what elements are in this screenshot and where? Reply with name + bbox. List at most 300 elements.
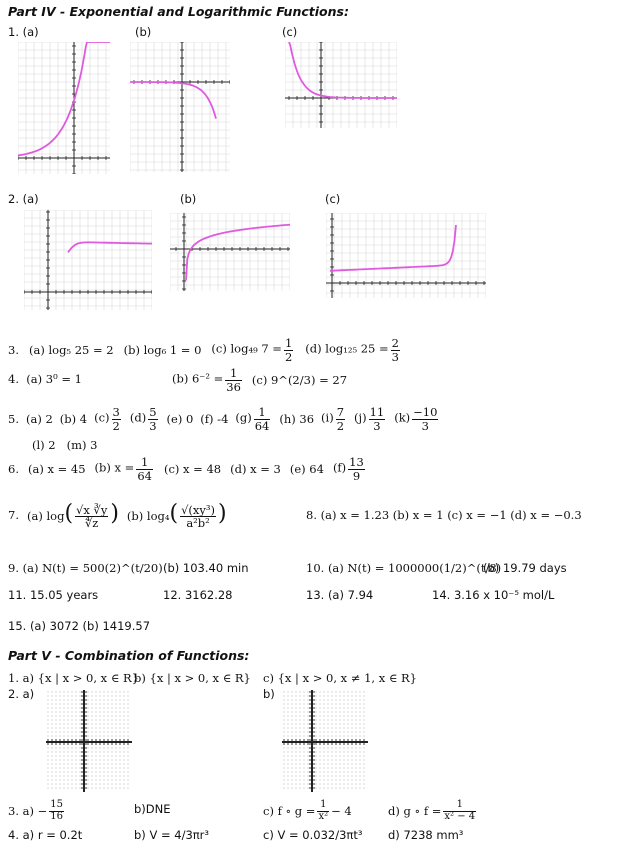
grid-dot bbox=[76, 768, 77, 769]
grid-dot bbox=[112, 720, 113, 721]
grid-dot bbox=[340, 708, 341, 709]
grid-dot bbox=[120, 708, 121, 709]
grid-dot bbox=[324, 768, 325, 769]
grid-dot bbox=[296, 692, 297, 693]
grid-dot bbox=[364, 760, 365, 761]
grid-dot bbox=[300, 716, 301, 717]
grid-dot bbox=[328, 700, 329, 701]
grid-dot bbox=[364, 700, 365, 701]
grid-dot bbox=[68, 736, 69, 737]
grid-dot bbox=[328, 752, 329, 753]
grid-dot bbox=[56, 752, 57, 753]
grid-dot bbox=[76, 724, 77, 725]
grid-dot bbox=[328, 764, 329, 765]
grid-dot bbox=[300, 692, 301, 693]
grid-dot bbox=[112, 736, 113, 737]
grid-dot bbox=[64, 752, 65, 753]
grid-dot bbox=[56, 768, 57, 769]
grid-dot bbox=[340, 704, 341, 705]
grid-dot bbox=[48, 788, 49, 789]
grid-dot bbox=[68, 756, 69, 757]
grid-dot bbox=[52, 692, 53, 693]
grid-dot bbox=[68, 764, 69, 765]
grid-dot bbox=[80, 756, 81, 757]
grid-dot bbox=[100, 788, 101, 789]
grid-dot bbox=[124, 700, 125, 701]
grid-dot bbox=[120, 784, 121, 785]
grid-dot bbox=[48, 720, 49, 721]
grid-dot bbox=[348, 700, 349, 701]
grid-dot bbox=[304, 756, 305, 757]
grid-dot bbox=[292, 764, 293, 765]
grid-dot bbox=[80, 720, 81, 721]
p5-1b: b) {x | x > 0, x ∈ R} bbox=[134, 671, 251, 685]
grid-dot bbox=[100, 772, 101, 773]
grid-dot bbox=[60, 788, 61, 789]
grid-dot bbox=[108, 768, 109, 769]
grid-dot bbox=[328, 760, 329, 761]
grid-dot bbox=[292, 760, 293, 761]
grid-dot bbox=[60, 780, 61, 781]
grid-dot bbox=[124, 768, 125, 769]
grid-dot bbox=[332, 760, 333, 761]
grid-dot bbox=[332, 772, 333, 773]
grid-dot bbox=[324, 764, 325, 765]
grid-dot bbox=[332, 768, 333, 769]
grid-dot bbox=[96, 692, 97, 693]
grid-dot bbox=[64, 728, 65, 729]
grid-dot bbox=[92, 756, 93, 757]
q3-b: (b) log₆ 1 = 0 bbox=[123, 343, 202, 357]
grid-dot bbox=[308, 724, 309, 725]
grid-dot bbox=[48, 708, 49, 709]
grid-dot bbox=[364, 756, 365, 757]
grid-dot bbox=[340, 700, 341, 701]
grid-dot bbox=[344, 772, 345, 773]
grid-dot bbox=[360, 784, 361, 785]
grid-dot bbox=[292, 716, 293, 717]
grid-dot bbox=[360, 712, 361, 713]
grid-dot bbox=[360, 716, 361, 717]
grid-dot bbox=[100, 768, 101, 769]
grid-dot bbox=[88, 696, 89, 697]
grid-dot bbox=[112, 732, 113, 733]
grid-dot bbox=[296, 772, 297, 773]
grid-dot bbox=[104, 760, 105, 761]
grid-dot bbox=[108, 752, 109, 753]
grid-dot bbox=[60, 764, 61, 765]
grid-dot bbox=[60, 732, 61, 733]
grid-dot bbox=[48, 780, 49, 781]
grid-dot bbox=[112, 700, 113, 701]
grid-dot bbox=[100, 704, 101, 705]
grid-dot bbox=[364, 768, 365, 769]
grid-dot bbox=[104, 724, 105, 725]
grid-dot bbox=[284, 696, 285, 697]
grid-dot bbox=[284, 708, 285, 709]
grid-dot bbox=[300, 788, 301, 789]
grid-dot bbox=[72, 736, 73, 737]
grid-dot bbox=[76, 716, 77, 717]
grid-dot bbox=[120, 712, 121, 713]
grid-dot bbox=[340, 776, 341, 777]
grid-dot bbox=[352, 708, 353, 709]
grid-dot bbox=[56, 748, 57, 749]
grid-dot bbox=[60, 704, 61, 705]
q2-c-label: (c) bbox=[325, 192, 341, 206]
p5-4d: d) 7238 mm³ bbox=[388, 828, 464, 842]
grid-dot bbox=[344, 788, 345, 789]
grid-dot bbox=[364, 732, 365, 733]
grid-dot bbox=[336, 772, 337, 773]
grid-dot bbox=[92, 720, 93, 721]
grid-dot bbox=[104, 784, 105, 785]
grid-dot bbox=[300, 728, 301, 729]
grid-dot bbox=[288, 700, 289, 701]
grid-dot bbox=[320, 760, 321, 761]
grid-dot bbox=[296, 736, 297, 737]
grid-dot bbox=[364, 780, 365, 781]
grid-dot bbox=[96, 728, 97, 729]
grid-dot bbox=[80, 700, 81, 701]
grid-dot bbox=[364, 764, 365, 765]
grid-dot bbox=[320, 788, 321, 789]
grid-dot bbox=[112, 748, 113, 749]
grid-dot bbox=[52, 784, 53, 785]
grid-dot bbox=[80, 732, 81, 733]
grid-dot bbox=[292, 772, 293, 773]
grid-dot bbox=[344, 696, 345, 697]
grid-dot bbox=[296, 788, 297, 789]
grid-dot bbox=[352, 696, 353, 697]
grid-dot bbox=[88, 768, 89, 769]
grid-dot bbox=[288, 732, 289, 733]
grid-dot bbox=[324, 772, 325, 773]
grid-dot bbox=[96, 760, 97, 761]
grid-dot bbox=[324, 784, 325, 785]
grid-dot bbox=[284, 768, 285, 769]
grid-dot bbox=[100, 752, 101, 753]
grid-dot bbox=[320, 716, 321, 717]
grid-dot bbox=[124, 716, 125, 717]
grid-dot bbox=[360, 724, 361, 725]
grid-dot bbox=[124, 724, 125, 725]
q1c-graph bbox=[285, 42, 397, 128]
grid-dot bbox=[60, 712, 61, 713]
grid-dot bbox=[320, 768, 321, 769]
grid-dot bbox=[332, 700, 333, 701]
grid-dot bbox=[332, 728, 333, 729]
grid-dot bbox=[72, 708, 73, 709]
grid-dot bbox=[76, 748, 77, 749]
grid-dot bbox=[108, 696, 109, 697]
grid-dot bbox=[340, 772, 341, 773]
grid-dot bbox=[344, 764, 345, 765]
grid-dot bbox=[100, 720, 101, 721]
grid-dot bbox=[336, 700, 337, 701]
grid-dot bbox=[92, 780, 93, 781]
grid-dot bbox=[344, 724, 345, 725]
grid-dot bbox=[108, 736, 109, 737]
grid-dot bbox=[356, 716, 357, 717]
grid-dot bbox=[68, 748, 69, 749]
grid-dot bbox=[120, 780, 121, 781]
curve bbox=[130, 82, 216, 119]
grid-dot bbox=[332, 696, 333, 697]
grid-dot bbox=[336, 764, 337, 765]
grid-dot bbox=[352, 780, 353, 781]
grid-dot bbox=[128, 732, 129, 733]
grid-dot bbox=[356, 776, 357, 777]
grid-dot bbox=[124, 764, 125, 765]
grid-dot bbox=[324, 748, 325, 749]
p5-4c: c) V = 0.032/3πt³ bbox=[263, 828, 363, 842]
grid-dot bbox=[348, 704, 349, 705]
grid-dot bbox=[128, 724, 129, 725]
grid-dot bbox=[52, 716, 53, 717]
grid-dot bbox=[60, 720, 61, 721]
grid-dot bbox=[336, 784, 337, 785]
grid-dot bbox=[352, 760, 353, 761]
grid-dot bbox=[64, 732, 65, 733]
grid-dot bbox=[336, 760, 337, 761]
grid-dot bbox=[80, 776, 81, 777]
q4-bc bbox=[172, 363, 347, 397]
grid-dot bbox=[120, 736, 121, 737]
grid-dot bbox=[92, 700, 93, 701]
grid-dot bbox=[352, 692, 353, 693]
grid-dot bbox=[332, 724, 333, 725]
grid-dot bbox=[284, 736, 285, 737]
grid-dot bbox=[56, 712, 57, 713]
grid-dot bbox=[296, 776, 297, 777]
grid-dot bbox=[48, 700, 49, 701]
grid-dot bbox=[340, 696, 341, 697]
grid-dot bbox=[68, 788, 69, 789]
q2-b-label: (b) bbox=[180, 192, 197, 206]
grid-dot bbox=[360, 752, 361, 753]
grid-dot bbox=[352, 700, 353, 701]
grid-dot bbox=[96, 748, 97, 749]
grid-dot bbox=[108, 784, 109, 785]
grid-dot bbox=[352, 732, 353, 733]
grid-dot bbox=[336, 704, 337, 705]
grid-dot bbox=[284, 748, 285, 749]
q2a-graph bbox=[24, 210, 152, 310]
grid-dot bbox=[80, 704, 81, 705]
grid-dot bbox=[300, 764, 301, 765]
grid-dot bbox=[296, 728, 297, 729]
grid-dot bbox=[324, 756, 325, 757]
grid-dot bbox=[284, 756, 285, 757]
grid-dot bbox=[304, 704, 305, 705]
grid-dot bbox=[356, 772, 357, 773]
grid-dot bbox=[340, 736, 341, 737]
q2b-graph bbox=[170, 213, 290, 291]
grid-dot bbox=[292, 752, 293, 753]
grid-dot bbox=[320, 708, 321, 709]
grid-dot bbox=[56, 708, 57, 709]
grid-dot bbox=[300, 780, 301, 781]
grid-dot bbox=[112, 708, 113, 709]
grid-dot bbox=[64, 780, 65, 781]
grid-dot bbox=[284, 760, 285, 761]
grid-dot bbox=[48, 764, 49, 765]
grid-dot bbox=[128, 696, 129, 697]
grid-dot bbox=[56, 776, 57, 777]
grid-dot bbox=[88, 784, 89, 785]
grid-dot bbox=[284, 728, 285, 729]
grid-dot bbox=[116, 736, 117, 737]
grid-dot bbox=[336, 780, 337, 781]
grid-dot bbox=[64, 784, 65, 785]
grid-dot bbox=[100, 716, 101, 717]
grid-dot bbox=[284, 716, 285, 717]
grid-dot bbox=[304, 696, 305, 697]
grid-dot bbox=[320, 704, 321, 705]
grid-dot bbox=[328, 708, 329, 709]
grid-dot bbox=[68, 700, 69, 701]
grid-dot bbox=[52, 728, 53, 729]
grid-dot bbox=[316, 732, 317, 733]
grid-dot bbox=[124, 728, 125, 729]
grid-dot bbox=[296, 708, 297, 709]
grid-dot bbox=[340, 756, 341, 757]
grid-dot bbox=[104, 708, 105, 709]
grid-dot bbox=[116, 776, 117, 777]
grid-dot bbox=[284, 732, 285, 733]
grid-dot bbox=[284, 776, 285, 777]
grid-dot bbox=[116, 692, 117, 693]
grid-dot bbox=[80, 760, 81, 761]
grid-dot bbox=[300, 732, 301, 733]
grid-dot bbox=[304, 772, 305, 773]
grid-dot bbox=[316, 720, 317, 721]
grid-dot bbox=[336, 768, 337, 769]
grid-dot bbox=[364, 692, 365, 693]
grid-dot bbox=[352, 704, 353, 705]
grid-dot bbox=[124, 732, 125, 733]
grid-dot bbox=[360, 768, 361, 769]
grid-dot bbox=[316, 700, 317, 701]
grid-dot bbox=[124, 692, 125, 693]
grid-dot bbox=[116, 764, 117, 765]
q12: 12. 3162.28 bbox=[163, 588, 233, 602]
q11: 11. 15.05 years bbox=[8, 588, 99, 602]
grid-dot bbox=[360, 692, 361, 693]
grid-dot bbox=[348, 780, 349, 781]
grid-dot bbox=[60, 716, 61, 717]
grid-dot bbox=[72, 752, 73, 753]
grid-dot bbox=[76, 780, 77, 781]
q3-row bbox=[8, 333, 402, 367]
q15: 15. (a) 3072 (b) 1419.57 bbox=[8, 619, 151, 633]
grid-dot bbox=[68, 784, 69, 785]
grid-dot bbox=[112, 788, 113, 789]
p5-4a: 4. a) r = 0.2t bbox=[8, 828, 83, 842]
grid-dot bbox=[324, 752, 325, 753]
grid-dot bbox=[56, 788, 57, 789]
grid-dot bbox=[356, 756, 357, 757]
curve bbox=[68, 242, 152, 252]
grid-dot bbox=[292, 788, 293, 789]
grid-dot bbox=[92, 772, 93, 773]
grid-dot bbox=[56, 756, 57, 757]
grid-dot bbox=[120, 748, 121, 749]
grid-dot bbox=[348, 720, 349, 721]
grid-dot bbox=[92, 768, 93, 769]
q5-lm: (l) 2 (m) 3 bbox=[32, 438, 98, 452]
grid-dot bbox=[72, 772, 73, 773]
grid-dot bbox=[324, 696, 325, 697]
grid-dot bbox=[88, 772, 89, 773]
grid-dot bbox=[52, 752, 53, 753]
grid-dot bbox=[344, 784, 345, 785]
grid-dot bbox=[336, 696, 337, 697]
grid-dot bbox=[360, 788, 361, 789]
grid-dot bbox=[288, 768, 289, 769]
grid-dot bbox=[48, 704, 49, 705]
grid-dot bbox=[76, 704, 77, 705]
grid-dot bbox=[76, 764, 77, 765]
grid-dot bbox=[340, 748, 341, 749]
grid-dot bbox=[332, 748, 333, 749]
grid-dot bbox=[356, 728, 357, 729]
grid-dot bbox=[128, 720, 129, 721]
grid-dot bbox=[120, 700, 121, 701]
grid-dot bbox=[296, 752, 297, 753]
grid-dot bbox=[356, 748, 357, 749]
grid-dot bbox=[80, 748, 81, 749]
grid-dot bbox=[348, 784, 349, 785]
grid-dot bbox=[88, 732, 89, 733]
grid-dot bbox=[332, 736, 333, 737]
grid-dot bbox=[316, 704, 317, 705]
grid-dot bbox=[56, 696, 57, 697]
grid-dot bbox=[112, 760, 113, 761]
grid-dot bbox=[320, 700, 321, 701]
grid-dot bbox=[304, 760, 305, 761]
grid-dot bbox=[116, 700, 117, 701]
grid-dot bbox=[356, 732, 357, 733]
grid-dot bbox=[124, 696, 125, 697]
grid-dot bbox=[52, 720, 53, 721]
grid-dot bbox=[348, 788, 349, 789]
grid-dot bbox=[72, 692, 73, 693]
grid-dot bbox=[300, 748, 301, 749]
grid-dot bbox=[72, 728, 73, 729]
grid-dot bbox=[92, 764, 93, 765]
grid-dot bbox=[48, 772, 49, 773]
grid-dot bbox=[92, 708, 93, 709]
grid-dot bbox=[88, 704, 89, 705]
grid-dot bbox=[124, 712, 125, 713]
grid-dot bbox=[116, 724, 117, 725]
grid-dot bbox=[52, 768, 53, 769]
grid-dot bbox=[356, 700, 357, 701]
grid-dot bbox=[304, 728, 305, 729]
grid-dot bbox=[300, 772, 301, 773]
grid-dot bbox=[128, 712, 129, 713]
grid-dot bbox=[296, 748, 297, 749]
grid-dot bbox=[88, 780, 89, 781]
grid-dot bbox=[336, 732, 337, 733]
grid-dot bbox=[356, 752, 357, 753]
grid-dot bbox=[68, 716, 69, 717]
grid-dot bbox=[64, 724, 65, 725]
grid-dot bbox=[108, 720, 109, 721]
grid-dot bbox=[52, 736, 53, 737]
